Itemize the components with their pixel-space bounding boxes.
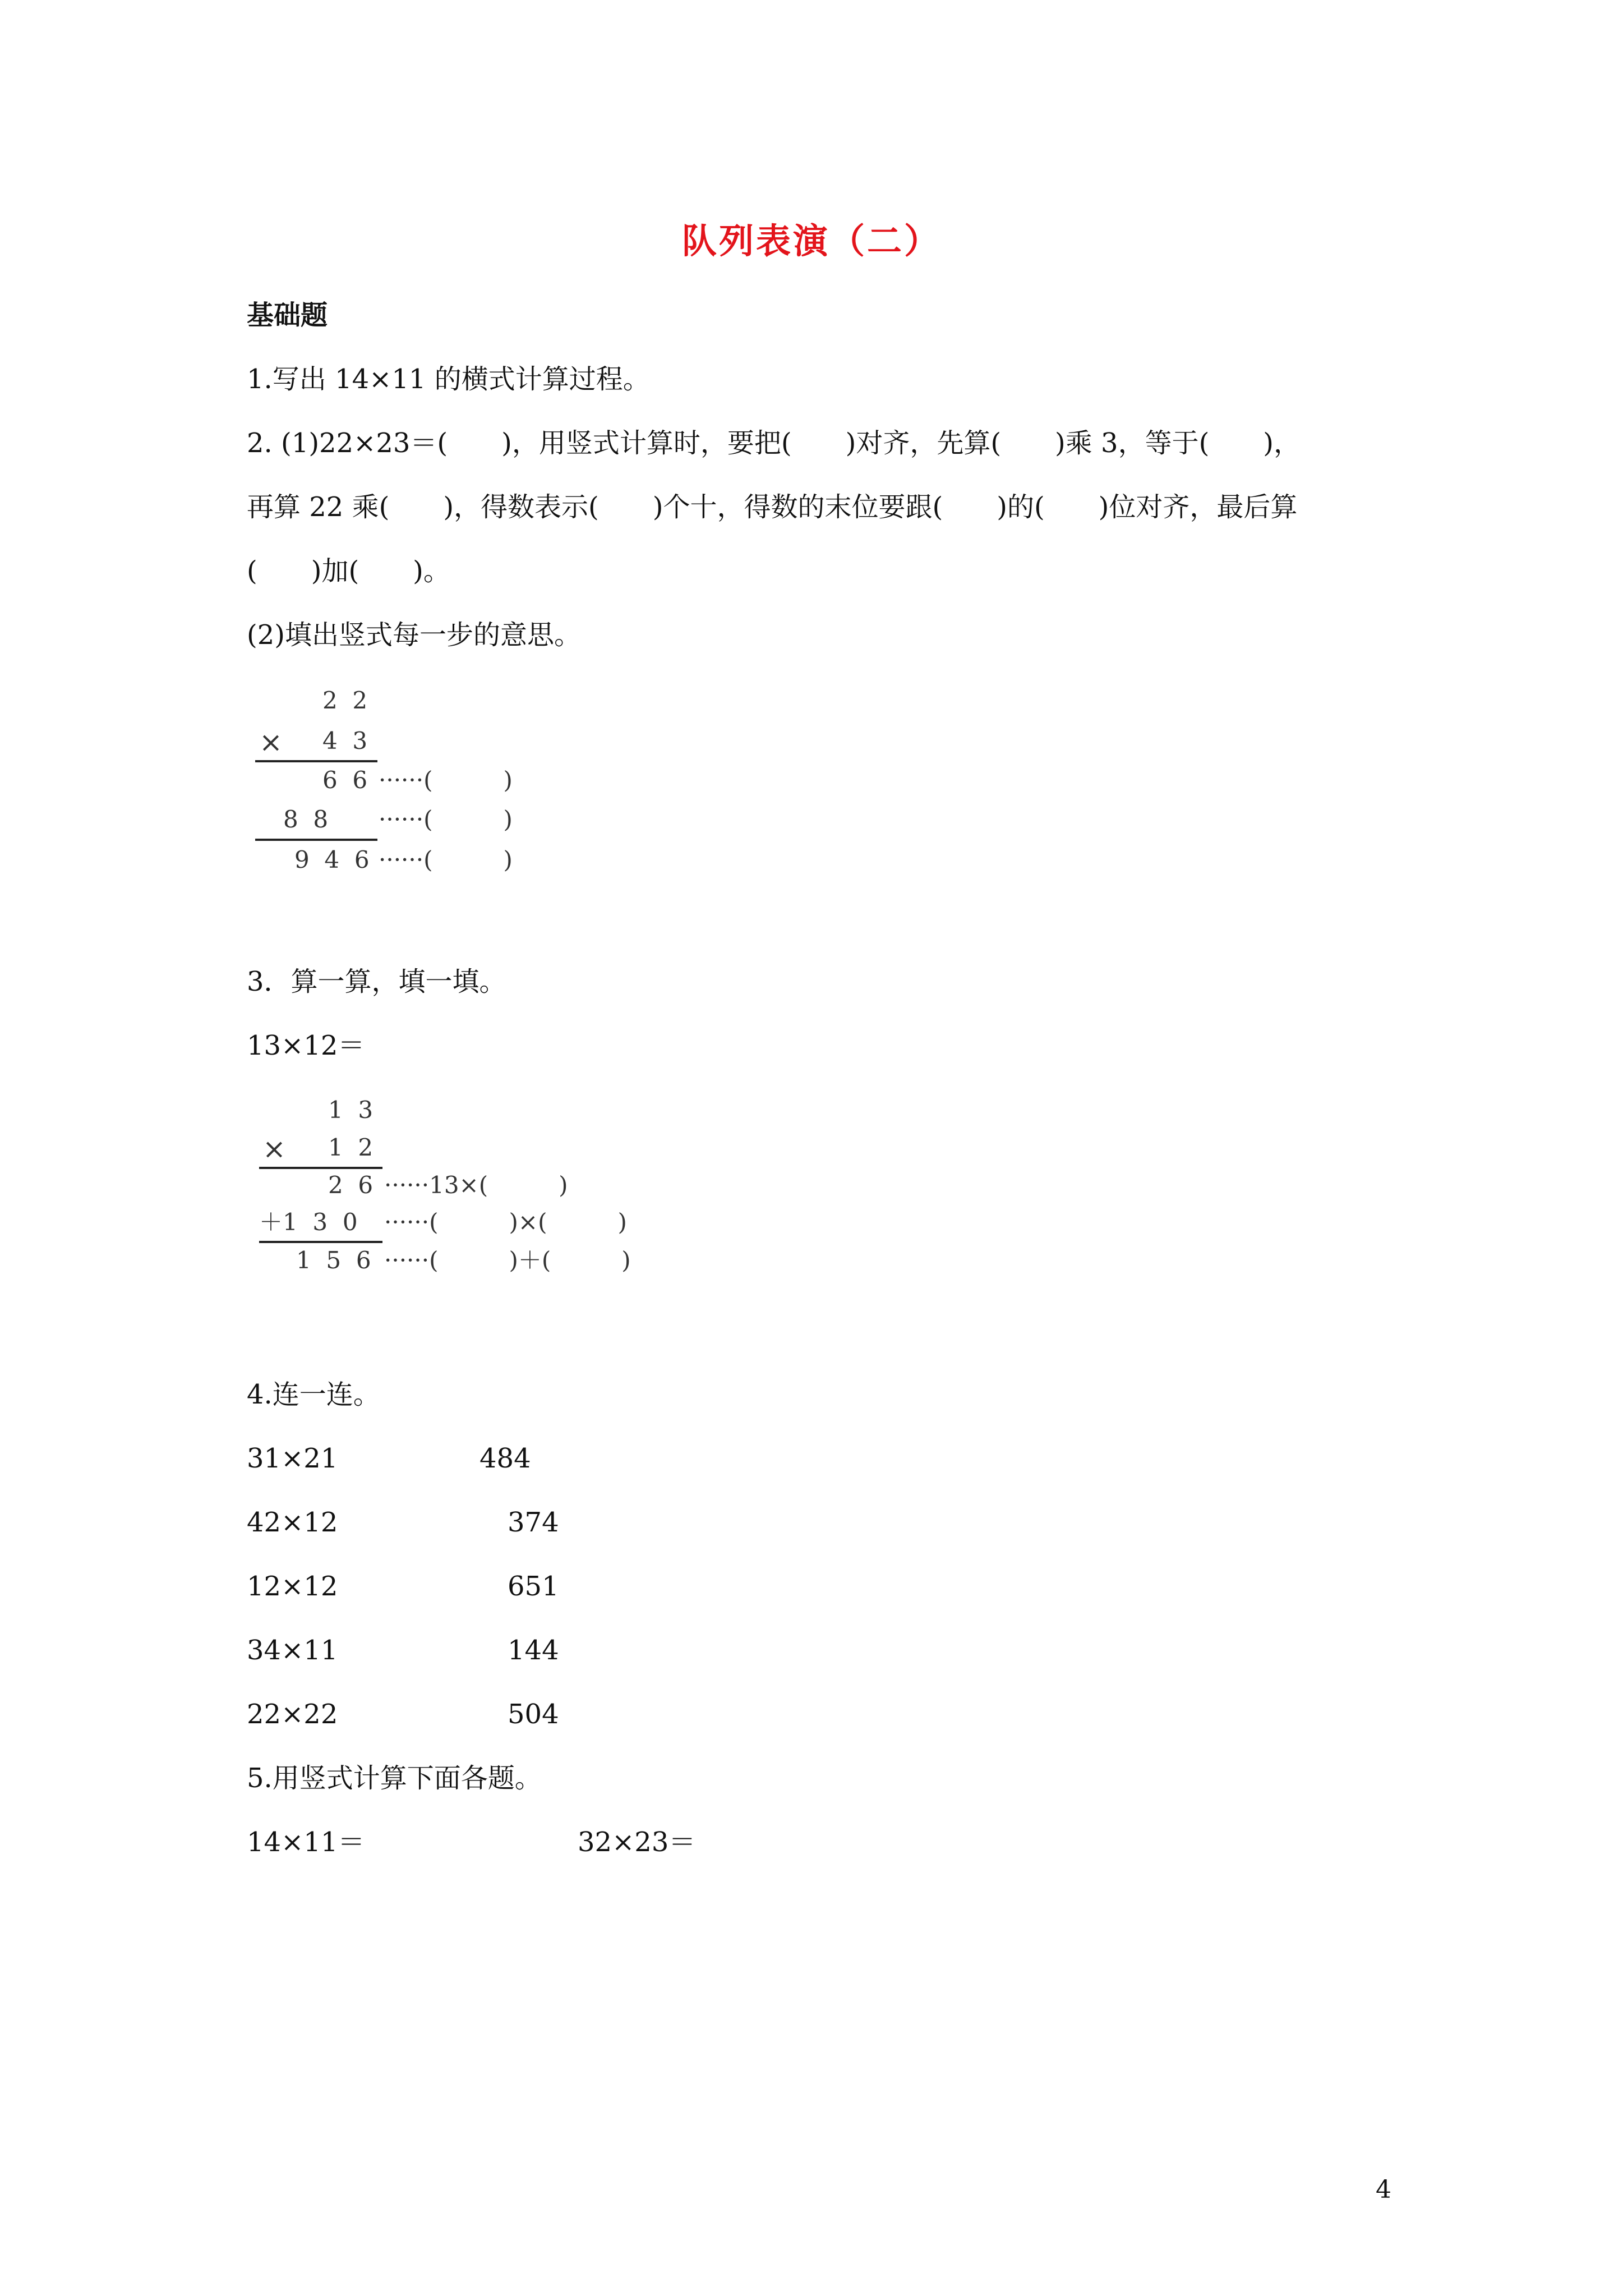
question-2-sub-2: (2)填出竖式每一步的意思。 <box>247 619 581 651</box>
page-title: 队列表演（二） <box>681 220 941 261</box>
v2-row-5-note: ······( )＋( ) <box>384 1246 631 1274</box>
match-right-item: 374 <box>508 1507 559 1538</box>
match-right-item: 651 <box>508 1571 559 1602</box>
v1-rule-2 <box>255 839 377 841</box>
question-2-line-3: ( )加( )。 <box>247 555 450 587</box>
v1-row-3: 6 6 <box>322 766 368 794</box>
v2-rule-1 <box>259 1167 382 1169</box>
question-3: 3．算一算，填一填。 <box>247 966 506 997</box>
match-right-item: 144 <box>508 1635 559 1666</box>
page-number: 4 <box>1376 2175 1391 2204</box>
section-heading: 基础题 <box>247 300 328 331</box>
match-left-item: 34×11 <box>247 1635 338 1666</box>
question-3-expression: 13×12＝ <box>247 1030 365 1061</box>
match-left-item: 31×21 <box>247 1443 338 1474</box>
question-5: 5.用竖式计算下面各题。 <box>247 1763 542 1794</box>
question-2-line-1: 2. (1)22×23＝( )，用竖式计算时，要把( )对齐，先算( )乘 3，等于( )， <box>247 427 1301 459</box>
v1-row-4: 8 8 <box>283 806 329 833</box>
question-1: 1.写出 14×11 的横式计算过程。 <box>247 364 650 395</box>
question-2-line-2: 再算 22 乘( )，得数表示( )个十，得数的末位要跟( )的( )位对齐，最后算 <box>247 491 1298 523</box>
v1-row-1: 2 2 <box>322 687 368 714</box>
v1-times-sign: × <box>259 726 283 758</box>
v2-row-4-note: ······( )×( ) <box>384 1208 627 1236</box>
match-left-item: 12×12 <box>247 1571 338 1602</box>
v2-row-2: 1 2 <box>328 1134 374 1161</box>
match-right-item: 504 <box>508 1699 559 1730</box>
v2-row-1: 1 3 <box>328 1096 374 1124</box>
v1-rule-1 <box>255 760 377 762</box>
v1-row-2: 4 3 <box>322 727 368 754</box>
match-left-item: 42×12 <box>247 1507 338 1538</box>
v2-row-4: ＋1 3 0 <box>259 1208 358 1236</box>
v1-row-4-note: ······( ) <box>379 806 513 833</box>
question-4: 4.连一连。 <box>247 1379 380 1410</box>
v1-row-5: 9 4 6 <box>294 846 370 873</box>
v1-row-5-note: ······( ) <box>379 846 513 873</box>
question-5-b: 32×23＝ <box>578 1826 696 1858</box>
v2-row-3-note: ······13×( ) <box>384 1171 568 1199</box>
v2-row-3: 2 6 <box>328 1171 374 1199</box>
v2-row-5: 1 5 6 <box>296 1246 371 1274</box>
v2-rule-2 <box>259 1241 382 1243</box>
v1-row-3-note: ······( ) <box>379 766 513 794</box>
match-left-item: 22×22 <box>247 1699 338 1730</box>
match-right-item: 484 <box>479 1443 531 1474</box>
question-5-a: 14×11＝ <box>247 1826 365 1858</box>
v2-times-sign: × <box>262 1133 286 1165</box>
